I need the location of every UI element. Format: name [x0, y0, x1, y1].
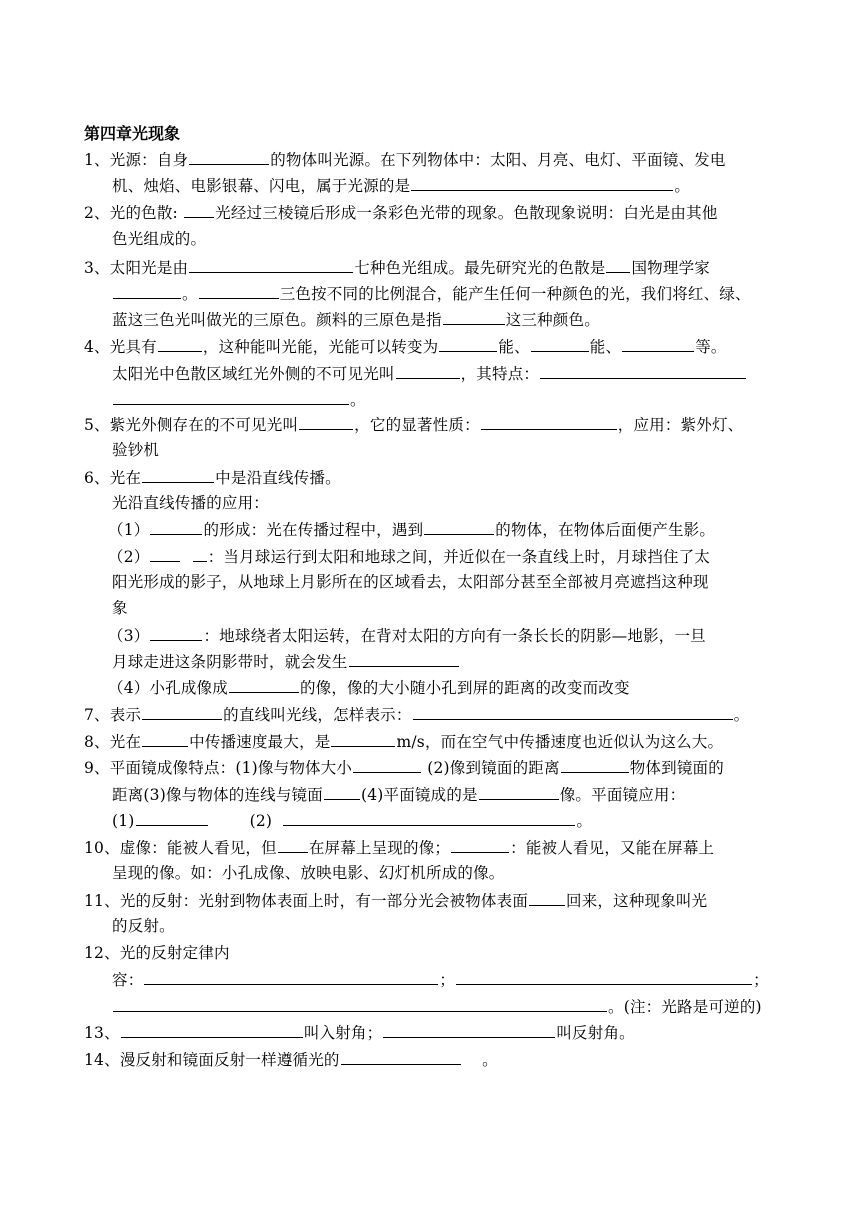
line-text: 三色按不同的比例混合，能产生任何一种颜色的光，我们将红、绿、: [279, 285, 751, 303]
line-text: 1、光源：自身: [84, 151, 189, 169]
answer-blank[interactable]: [540, 362, 746, 379]
line-text: ；: [439, 971, 456, 989]
text-line: [112, 362, 747, 385]
answer-blank[interactable]: [413, 703, 733, 720]
line-text: （3）: [108, 627, 150, 645]
line-text: 这三种颜色。: [505, 311, 600, 329]
line-text: 在屏幕上呈现的像；: [308, 839, 451, 857]
line-text: 。: [461, 1051, 498, 1069]
line-text: 2、光的色散:: [84, 204, 184, 222]
text-line: [112, 809, 592, 832]
line-text: 中是沿直线传播。: [215, 469, 341, 487]
line-text: 。: [576, 812, 593, 830]
line-text: 验钞机: [112, 441, 160, 459]
text-line: [112, 308, 600, 331]
line-text: (1): [112, 812, 135, 830]
line-text: 8、光在: [84, 733, 142, 751]
text-line: [112, 439, 159, 461]
line-text: 。: [350, 391, 366, 409]
answer-blank[interactable]: [606, 256, 630, 273]
line-text: 3、太阳光是由: [84, 259, 189, 277]
line-text: （2）: [108, 548, 150, 566]
text-line: [112, 388, 366, 411]
answer-blank[interactable]: [456, 968, 752, 985]
line-text: ：当月球运行到太阳和地球之间，并近似在一条直线上时，月球挡住了太: [207, 548, 711, 566]
chapter-title: 第四章光现象: [84, 124, 181, 143]
line-text: 七种色光组成。最先研究光的色散是: [354, 259, 606, 277]
text-line: [84, 148, 726, 171]
text-line: [112, 228, 206, 250]
line-text: 的形成：光在传播过程中，遇到: [203, 521, 424, 539]
line-text: ；: [753, 971, 769, 989]
answer-blank[interactable]: [529, 889, 565, 906]
line-text: 14、漫反射和镜面反射一样遵循光的: [84, 1051, 340, 1069]
line-text: 回来，这种现象叫光: [566, 892, 708, 910]
line-text: 的反射。: [112, 917, 175, 935]
line-text: 机、烛焰、电影银幕、闪电，属于光源的是: [112, 177, 411, 195]
answer-blank[interactable]: [299, 413, 353, 430]
line-text: 9、平面镜成像特点：(1)像与物体大小: [84, 759, 353, 777]
line-text: 等。: [695, 338, 727, 356]
line-text: 太阳光中色散区域红光外侧的不可见光叫: [112, 365, 395, 383]
answer-blank[interactable]: [142, 466, 214, 483]
line-text: （1）: [108, 521, 150, 539]
line-text: 能、: [498, 338, 530, 356]
answer-blank[interactable]: [331, 730, 395, 747]
line-text: 。: [674, 177, 691, 195]
text-line: [84, 756, 724, 779]
line-text: (4)平面镜成的是: [360, 786, 478, 804]
text-line: [112, 174, 690, 197]
text-line: [112, 282, 751, 305]
text-line: [112, 492, 269, 514]
line-text: 。: [182, 285, 198, 303]
answer-blank[interactable]: [189, 256, 353, 273]
answer-blank[interactable]: [561, 756, 629, 773]
answer-blank[interactable]: [199, 282, 279, 299]
answer-blank[interactable]: [424, 518, 494, 535]
text-line: [112, 995, 762, 1018]
line-text: 。: [733, 706, 750, 724]
answer-blank[interactable]: [158, 335, 202, 352]
text-line: [112, 915, 175, 937]
text-line: [108, 624, 706, 647]
line-text: 。(注：光路是可逆的): [608, 998, 762, 1016]
line-text: 物体到镜面的: [629, 759, 724, 777]
text-line: [84, 730, 723, 753]
line-text: 阳光形成的影子，从地球上月影所在的区域看去，太阳部分甚至全部被月亮遮挡这种现: [112, 573, 709, 591]
line-text: 13、: [84, 1024, 120, 1042]
answer-blank[interactable]: [353, 756, 421, 773]
line-text: (2)像到镜面的距离: [422, 759, 560, 777]
line-text: 12、光的反射定律内: [84, 944, 230, 962]
text-line: [84, 256, 710, 279]
line-text: 6、光在: [84, 469, 142, 487]
line-text: ，其特点：: [460, 365, 540, 383]
line-text: ，这种能叫光能，光能可以转变为: [202, 338, 439, 356]
text-line: [112, 597, 128, 619]
answer-blank[interactable]: [229, 676, 299, 693]
line-text: （4）小孔成像成: [108, 679, 228, 697]
text-line: [112, 571, 709, 593]
text-line: [112, 650, 460, 673]
line-text: 的物体叫光源。在下列物体中：太阳、月亮、电灯、平面镜、发电: [270, 151, 726, 169]
answer-blank[interactable]: [481, 413, 617, 430]
line-text: 光沿直线传播的应用：: [112, 494, 270, 512]
answer-blank[interactable]: [184, 201, 214, 218]
answer-blank[interactable]: [278, 836, 308, 853]
answer-blank[interactable]: [383, 1021, 555, 1038]
text-line: [84, 413, 743, 436]
answer-blank[interactable]: [142, 730, 188, 747]
line-text: 11、光的反射：光射到物体表面上时，有一部分光会被物体表面: [84, 892, 529, 910]
line-text: [181, 548, 191, 566]
line-text: ，它的显著性质：: [354, 416, 480, 434]
line-text: 叫入射角；: [303, 1024, 383, 1042]
text-line: [112, 968, 769, 991]
line-text: 中传播速度最大，是: [189, 733, 331, 751]
line-text: 5、紫光外侧存在的不可见光叫: [84, 416, 299, 434]
line-text: m/s，而在空气中传播速度也近似认为这么大。: [396, 733, 724, 751]
answer-blank[interactable]: [189, 148, 269, 165]
line-text: ，应用：紫外灯、: [617, 416, 744, 434]
text-line: [84, 201, 718, 224]
answer-blank[interactable]: [150, 545, 180, 562]
line-text: 叫反射角。: [556, 1024, 635, 1042]
answer-blank[interactable]: [531, 335, 589, 352]
line-text: 7、表示: [84, 706, 142, 724]
answer-blank[interactable]: [451, 836, 509, 853]
line-text: 呈现的像。如：小孔成像、放映电影、幻灯机所成的像。: [112, 864, 505, 882]
answer-blank[interactable]: [136, 809, 208, 826]
answer-blank[interactable]: [113, 995, 607, 1012]
answer-blank[interactable]: [144, 968, 438, 985]
line-text: 蓝这三色光叫做光的三原色。颜料的三原色是指: [112, 311, 442, 329]
text-line: [108, 518, 715, 541]
line-text: 光经过三棱镜后形成一条彩色光带的现象。色散现象说明：白光是由其他: [215, 204, 718, 222]
answer-blank[interactable]: [396, 362, 460, 379]
answer-blank[interactable]: [622, 335, 694, 352]
line-text: ：地球绕者太阳运转，在背对太阳的方向有一条长长的阴影—地影，一旦: [203, 627, 706, 645]
line-text: 10、虚像：能被人看见，但: [84, 839, 277, 857]
line-text: 的直线叫光线，怎样表示：: [223, 706, 412, 724]
line-text: 国物理学家: [631, 259, 710, 277]
text-line: [84, 889, 707, 912]
text-line: [84, 466, 341, 489]
answer-blank[interactable]: [439, 335, 497, 352]
text-line: [84, 703, 749, 726]
text-line: [108, 545, 710, 568]
answer-blank[interactable]: [142, 703, 222, 720]
line-text: 能、: [589, 338, 622, 356]
answer-blank[interactable]: [121, 1021, 303, 1038]
line-text: 距离(3)像与物体的连线与镜面: [112, 786, 323, 804]
answer-blank[interactable]: [150, 624, 202, 641]
text-line: [84, 836, 714, 859]
answer-blank[interactable]: [341, 1048, 461, 1065]
line-text: 容：: [112, 971, 144, 989]
line-text: 月球走进这条阴影带时，就会发生: [112, 653, 348, 671]
answer-blank[interactable]: [411, 174, 673, 191]
line-text: ：能被人看见，又能在屏幕上: [510, 839, 715, 857]
line-text: 4、光具有: [84, 338, 157, 356]
line-text: 的物体，在物体后面便产生影。: [495, 521, 716, 539]
text-line: [112, 783, 685, 806]
text-line: [84, 1048, 498, 1071]
line-text: 像。平面镜应用：: [559, 786, 686, 804]
text-line: [84, 942, 230, 964]
line-text: 的像，像的大小随小孔到屏的距离的改变而改变: [299, 679, 630, 697]
answer-blank[interactable]: [113, 388, 349, 405]
line-text: (2): [208, 812, 283, 830]
answer-blank[interactable]: [150, 518, 202, 535]
line-text: 色光组成的。: [112, 230, 207, 248]
answer-blank[interactable]: [443, 308, 505, 325]
line-text: 象: [112, 599, 128, 617]
answer-blank[interactable]: [113, 282, 181, 299]
text-line: [84, 335, 727, 358]
answer-blank[interactable]: [193, 545, 207, 562]
text-line: [84, 1021, 635, 1044]
answer-blank[interactable]: [479, 783, 559, 800]
text-line: [112, 862, 505, 884]
answer-blank[interactable]: [283, 809, 575, 826]
answer-blank[interactable]: [349, 650, 459, 667]
answer-blank[interactable]: [324, 783, 360, 800]
text-line: [108, 676, 630, 699]
